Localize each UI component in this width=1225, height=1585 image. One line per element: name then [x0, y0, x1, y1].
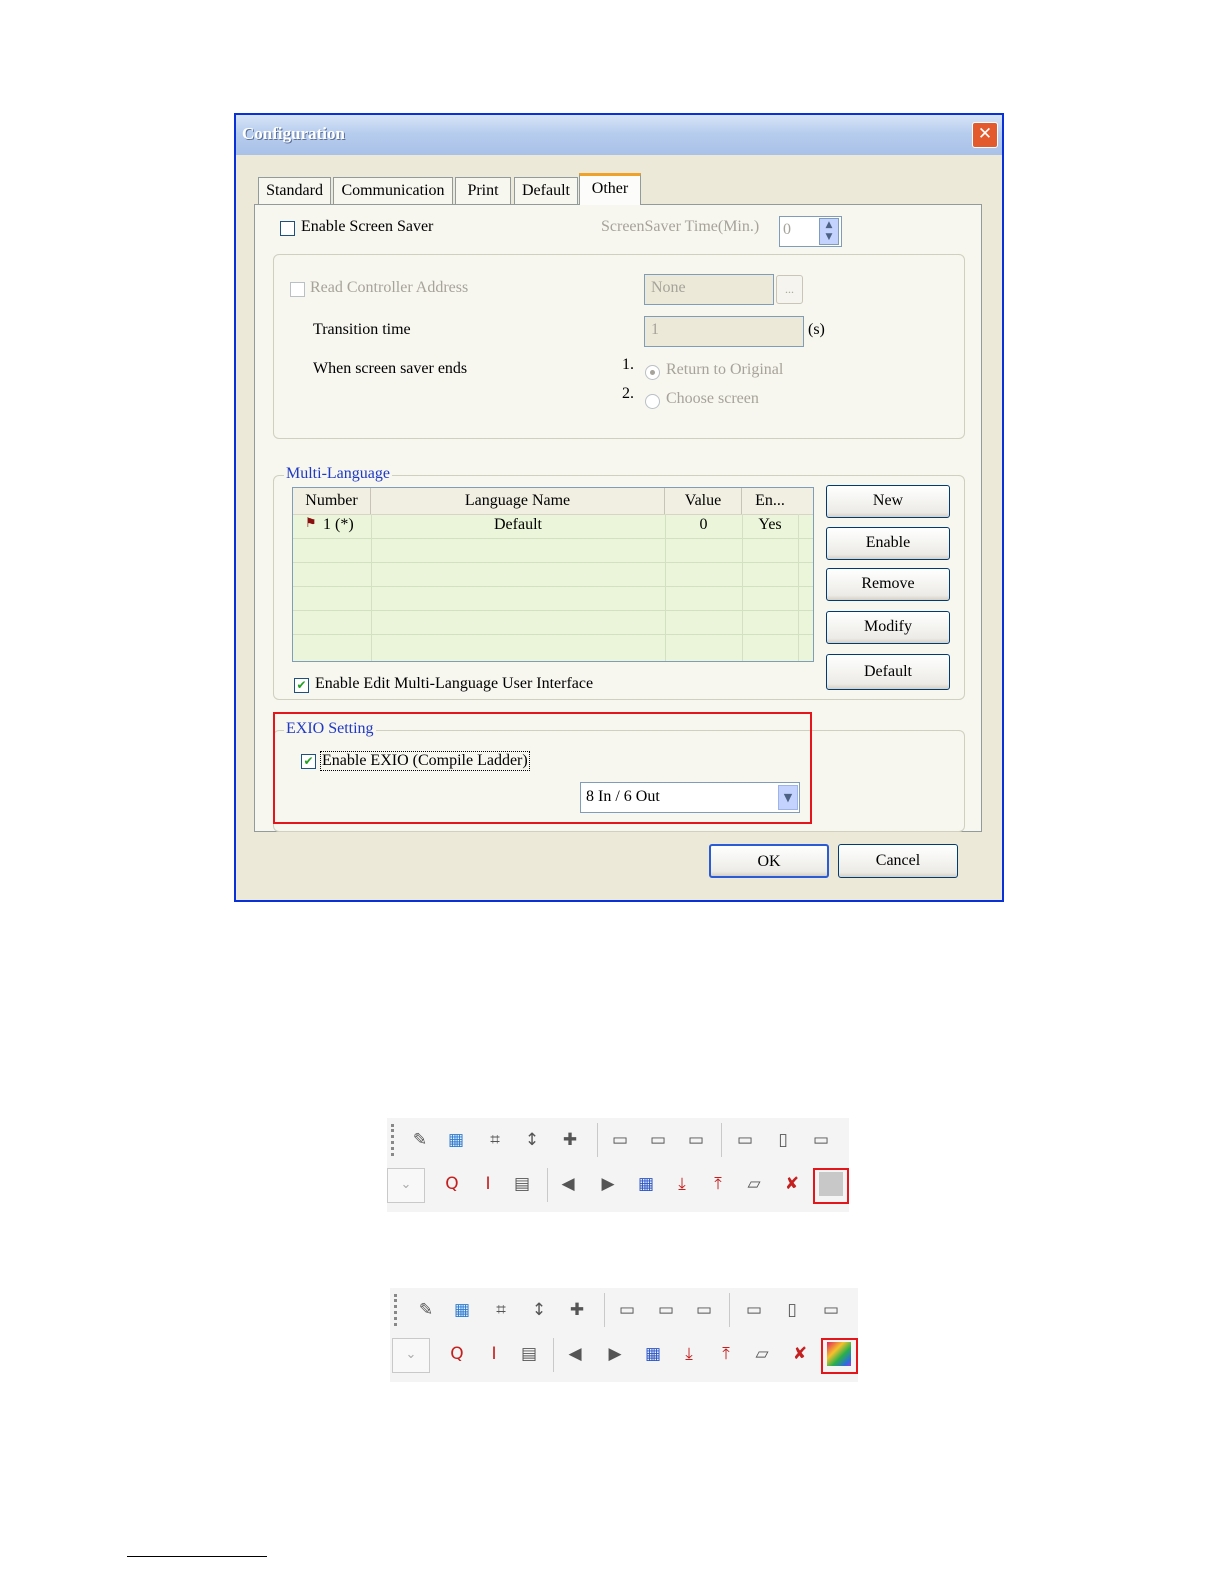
table-row[interactable] — [293, 514, 813, 538]
close-button[interactable]: ✕ — [972, 122, 998, 148]
screensaver-time-value: 0 — [783, 221, 791, 238]
default-button[interactable]: Default — [826, 654, 950, 690]
center-icon[interactable]: ✚ — [562, 1130, 578, 1150]
chevron-down-icon[interactable]: ▼ — [778, 785, 798, 810]
download-icon[interactable]: ⤓ — [678, 1174, 686, 1194]
align-bottom-icon[interactable]: ▭ — [812, 1130, 830, 1150]
toolbar-row-bottom — [390, 1334, 858, 1378]
center-icon[interactable]: ✚ — [569, 1300, 585, 1320]
align-center-icon[interactable]: ▭ — [657, 1300, 675, 1320]
upload-icon[interactable]: ⤒ — [722, 1344, 730, 1364]
exio-icon-highlight — [813, 1168, 849, 1204]
resize-icon[interactable]: ↕ — [531, 1300, 547, 1320]
pen-icon[interactable]: ✎ — [418, 1300, 434, 1320]
new-button[interactable]: New — [826, 485, 950, 518]
exio-highlight-box — [273, 712, 812, 824]
return-to-original-label: Return to Original — [666, 361, 784, 378]
screensaver-time-label: ScreenSaver Time(Min.) — [601, 218, 760, 235]
exio-icon-highlight — [821, 1338, 858, 1374]
exio-setting-title: EXIO Setting — [286, 720, 374, 737]
tab-other[interactable]: Other — [579, 173, 641, 205]
language-list-header — [293, 488, 813, 515]
properties-icon[interactable]: ▤ — [513, 1174, 531, 1194]
toolbar-exio-enabled — [390, 1288, 858, 1382]
cancel-button[interactable]: Cancel — [838, 844, 958, 878]
align-right-icon[interactable]: ▭ — [687, 1130, 705, 1150]
align-bottom-icon[interactable]: ▭ — [822, 1300, 840, 1320]
edit-multi-language-label: Enable Edit Multi-Language User Interface — [315, 675, 594, 692]
dialog-title: Configuration — [242, 124, 345, 143]
download-icon[interactable]: ⤓ — [685, 1344, 693, 1364]
configuration-dialog — [234, 113, 1004, 902]
transition-unit-label: (s) — [808, 321, 825, 338]
enable-exio-checkbox[interactable]: ✔ — [301, 754, 316, 769]
arrow-right-icon[interactable]: ▶ — [608, 1344, 622, 1364]
toolbar-exio-disabled — [387, 1118, 849, 1212]
align-right-icon[interactable]: ▭ — [695, 1300, 713, 1320]
toolbar-row-top — [387, 1118, 849, 1162]
arrow-right-icon[interactable]: ▶ — [601, 1174, 615, 1194]
option2-number: 2. — [622, 385, 634, 402]
exio-mode-value: 8 In / 6 Out — [586, 788, 660, 805]
align-middle-icon[interactable]: ▯ — [787, 1300, 797, 1320]
read-controller-checkbox[interactable] — [290, 282, 305, 297]
search-i-icon[interactable]: I — [491, 1344, 497, 1364]
choose-screen-label: Choose screen — [666, 390, 759, 407]
arrow-left-icon[interactable]: ◀ — [561, 1174, 575, 1194]
calendar-icon[interactable]: ▦ — [637, 1174, 655, 1194]
enable-screen-saver-label: Enable Screen Saver — [301, 218, 434, 235]
enable-button[interactable]: Enable — [826, 527, 950, 560]
fit-icon[interactable]: ⌗ — [490, 1130, 500, 1150]
remove-button[interactable]: Remove — [826, 568, 950, 601]
dropdown-chevron-icon[interactable]: ⌄ — [392, 1338, 430, 1373]
properties-icon[interactable]: ▤ — [520, 1344, 538, 1364]
search-q-icon[interactable]: Q — [445, 1174, 459, 1194]
align-left-icon[interactable]: ▭ — [618, 1300, 636, 1320]
language-list[interactable] — [292, 487, 814, 662]
fit-icon[interactable]: ⌗ — [496, 1300, 506, 1320]
grip-icon[interactable] — [391, 1124, 400, 1156]
window-icon[interactable]: ▱ — [747, 1174, 761, 1194]
window-icon[interactable]: ▱ — [755, 1344, 769, 1364]
grip-icon[interactable] — [394, 1294, 403, 1326]
dropdown-chevron-icon[interactable]: ⌄ — [387, 1168, 425, 1203]
align-top-icon[interactable]: ▭ — [745, 1300, 763, 1320]
tab-print[interactable]: Print — [455, 177, 511, 204]
calendar-icon[interactable]: ▦ — [644, 1344, 662, 1364]
row-enabled: Yes — [758, 516, 782, 533]
picture-icon[interactable]: ▦ — [447, 1130, 465, 1150]
toolbar-row-top — [390, 1288, 858, 1332]
column-value[interactable]: Value — [665, 488, 742, 514]
footnote-rule — [127, 1556, 267, 1557]
tab-standard[interactable]: Standard — [258, 177, 331, 204]
picture-icon[interactable]: ▦ — [453, 1300, 471, 1320]
read-controller-label: Read Controller Address — [310, 279, 469, 296]
enable-exio-label: Enable EXIO (Compile Ladder) — [322, 752, 528, 769]
flag-icon: ⚑ — [305, 516, 317, 531]
align-middle-icon[interactable]: ▯ — [778, 1130, 788, 1150]
search-q-icon[interactable]: Q — [450, 1344, 464, 1364]
align-top-icon[interactable]: ▭ — [736, 1130, 754, 1150]
toolbar-row-bottom — [387, 1164, 849, 1208]
title-bar[interactable] — [236, 115, 1002, 155]
browse-button[interactable]: ... — [776, 275, 803, 304]
choose-screen-radio[interactable] — [645, 394, 660, 409]
edit-multi-language-checkbox[interactable]: ✔ — [294, 678, 309, 693]
row-language-name: Default — [494, 516, 542, 533]
spinner-arrows-icon[interactable]: ▲ ▼ — [819, 218, 839, 245]
delete-screen-icon[interactable]: ✘ — [784, 1174, 800, 1194]
tab-communication[interactable]: Communication — [333, 177, 453, 204]
option1-number: 1. — [622, 356, 634, 373]
delete-screen-icon[interactable]: ✘ — [792, 1344, 808, 1364]
tab-default[interactable]: Default — [514, 177, 578, 204]
return-to-original-radio[interactable] — [645, 365, 660, 380]
transition-time-field[interactable]: 1 — [644, 316, 804, 347]
arrow-left-icon[interactable]: ◀ — [568, 1344, 582, 1364]
ok-button[interactable]: OK — [709, 844, 829, 878]
column-enabled[interactable]: En... — [755, 492, 785, 509]
modify-button[interactable]: Modify — [826, 611, 950, 644]
align-left-icon[interactable]: ▭ — [611, 1130, 629, 1150]
resize-icon[interactable]: ↕ — [524, 1130, 540, 1150]
multi-language-title: Multi-Language — [286, 465, 390, 482]
enable-screen-saver-checkbox[interactable] — [280, 221, 295, 236]
search-i-icon[interactable]: I — [485, 1174, 491, 1194]
transition-time-label: Transition time — [313, 321, 411, 338]
align-center-icon[interactable]: ▭ — [649, 1130, 667, 1150]
column-language-name[interactable]: Language Name — [371, 488, 665, 514]
column-number[interactable]: Number — [293, 488, 371, 514]
row-number: 1 (*) — [323, 516, 354, 533]
screen-saver-ends-label: When screen saver ends — [313, 360, 468, 377]
controller-address-field[interactable]: None — [644, 274, 774, 305]
row-value: 0 — [699, 516, 708, 533]
upload-icon[interactable]: ⤒ — [714, 1174, 722, 1194]
pen-icon[interactable]: ✎ — [412, 1130, 428, 1150]
